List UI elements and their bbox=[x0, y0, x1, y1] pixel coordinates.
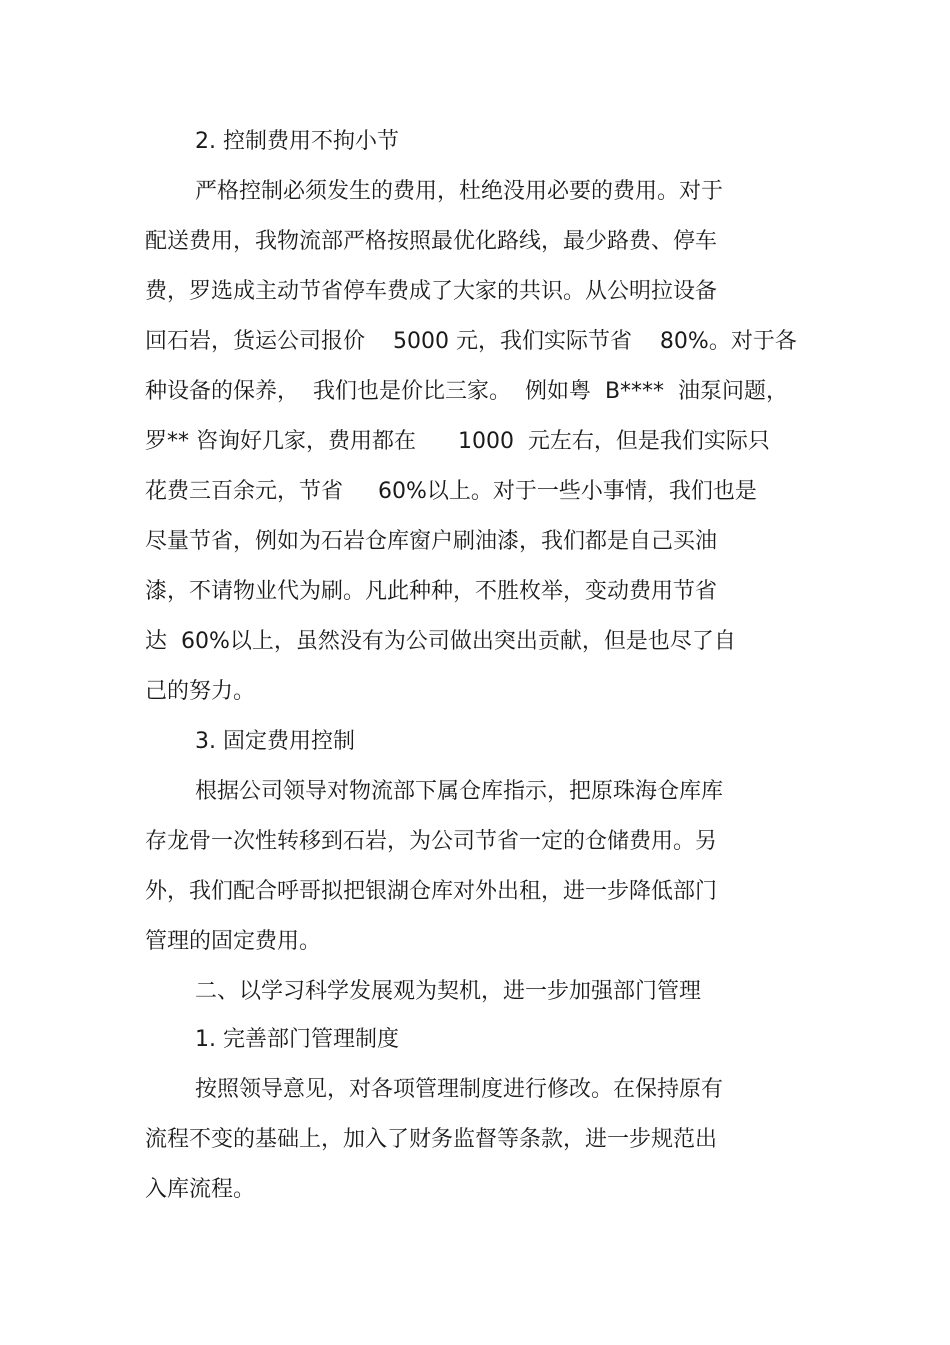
chapter-heading-management: 二、以学习科学发展观为契机，进一步加强部门管理 bbox=[195, 979, 702, 1004]
paragraph-line: 流程不变的基础上，加入了财务监督等条款，进一步规范出 bbox=[145, 1127, 718, 1152]
paragraph-line: 花费三百余元，节省 60%以上。对于一些小事情，我们也是 bbox=[145, 479, 757, 504]
paragraph-line: 费，罗选成主动节省停车费成了大家的共识。从公明拉设备 bbox=[145, 279, 718, 304]
paragraph-line: 己的努力。 bbox=[145, 679, 256, 704]
section-heading-management-rules: 1. 完善部门管理制度 bbox=[195, 1027, 399, 1052]
paragraph-line: 存龙骨一次性转移到石岩，为公司节省一定的仓储费用。另 bbox=[145, 829, 718, 854]
section-heading-cost-control: 2. 控制费用不拘小节 bbox=[195, 129, 399, 154]
paragraph-line: 外，我们配合呼哥拟把银湖仓库对外出租，进一步降低部门 bbox=[145, 879, 718, 904]
paragraph-line: 回石岩，货运公司报价 5000 元，我们实际节省 80%。对于各 bbox=[145, 329, 797, 354]
section-heading-fixed-cost: 3. 固定费用控制 bbox=[195, 729, 355, 754]
paragraph-line: 按照领导意见，对各项管理制度进行修改。在保持原有 bbox=[195, 1077, 724, 1102]
paragraph-line: 管理的固定费用。 bbox=[145, 929, 322, 954]
paragraph-line: 尽量节省，例如为石岩仓库窗户刷油漆，我们都是自己买油 bbox=[145, 529, 718, 554]
paragraph-line: 严格控制必须发生的费用，杜绝没用必要的费用。对于 bbox=[195, 179, 724, 204]
paragraph-line: 入库流程。 bbox=[145, 1177, 256, 1202]
paragraph-line: 漆，不请物业代为刷。凡此种种，不胜枚举，变动费用节省 bbox=[145, 579, 718, 604]
paragraph-line: 配送费用，我物流部严格按照最优化路线，最少路费、停车 bbox=[145, 229, 718, 254]
paragraph-line: 根据公司领导对物流部下属仓库指示，把原珠海仓库库 bbox=[195, 779, 724, 804]
paragraph-line: 达 60%以上，虽然没有为公司做出突出贡献，但是也尽了自 bbox=[145, 629, 736, 654]
paragraph-line: 种设备的保养， 我们也是价比三家。 例如粤 B**** 油泵问题， bbox=[145, 379, 789, 404]
paragraph-line: 罗** 咨询好几家，费用都在 1000 元左右，但是我们实际只 bbox=[145, 429, 770, 454]
